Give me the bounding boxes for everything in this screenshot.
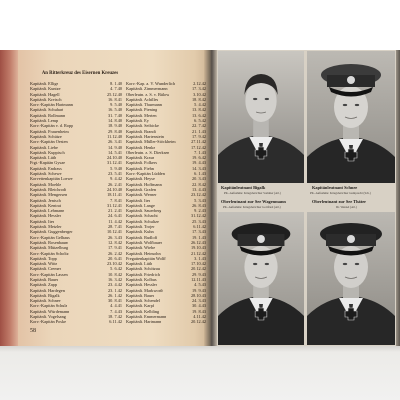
entry-date: 5. 9.40 bbox=[110, 165, 122, 171]
entry-date: 5. 6.42 bbox=[110, 266, 122, 272]
entry-name: Kapitänlt. Witte bbox=[30, 261, 58, 267]
entry-date: 26. 1.42 bbox=[108, 292, 122, 298]
photo-2-credit: PK.-Aufnahme: Kriegsberichter Gumprecht (Sch.) bbox=[310, 191, 371, 195]
entry-date: 17. 9.41 bbox=[108, 245, 122, 251]
entry-date: 4. 4.41 bbox=[110, 303, 122, 309]
eye-right bbox=[355, 263, 359, 265]
list-column-right bbox=[126, 81, 206, 325]
entry-date: 9. 4.42 bbox=[110, 176, 122, 182]
entry-date: 7. 8.41 bbox=[110, 197, 122, 203]
list-column-left bbox=[30, 81, 122, 325]
entry-date: 22. 8.42 bbox=[192, 181, 206, 187]
entry-name: Kapitänlt. Lüth bbox=[126, 261, 153, 267]
list-entry bbox=[126, 319, 206, 324]
entry-name: Kapitänlt. Würdemann bbox=[30, 308, 70, 314]
photo-2-caption: Kapitänleutnant Schnee bbox=[312, 185, 358, 190]
entry-name: Kapitänlt. Kuntze bbox=[30, 86, 61, 92]
eye-right bbox=[355, 104, 359, 106]
eye-left bbox=[253, 263, 257, 265]
entry-name: Kapitänlt. Kuppisch bbox=[30, 149, 65, 155]
entry-name: Korv.-Kapitän v. d. Ropp bbox=[30, 123, 74, 129]
entry-date: 7. 4.43 bbox=[110, 308, 122, 314]
entry-name: Kapitänlt. Frauenheim bbox=[30, 128, 69, 134]
entry-name: Kapitänlt. Ellige bbox=[30, 81, 59, 86]
entry-name: Korv.-Kap. a. V. Wunderlich bbox=[126, 81, 176, 86]
entry-date: 19. 1.43 bbox=[192, 234, 206, 240]
entry-name: Kapitänlt. Wiebe bbox=[126, 245, 156, 251]
entry-name: Kapitänlt. Kraus bbox=[126, 155, 155, 161]
entry-date: 26. 2.42 bbox=[108, 250, 122, 256]
entry-date: 10.12.41 bbox=[106, 229, 122, 235]
entry-name: Kapitänlt. Rosenbaum bbox=[30, 239, 69, 245]
entry-name: Kapitänlt. Liebe bbox=[30, 144, 58, 150]
entry-name: Kapitänlt. Karpf bbox=[126, 303, 155, 309]
entry-date: 4.11.42 bbox=[193, 314, 206, 320]
entry-date: 17. 9.42 bbox=[192, 133, 206, 139]
entry-date: 3.10.42 bbox=[193, 91, 206, 97]
portrait-2-image bbox=[307, 51, 395, 183]
entry-name: Korv.-Kapitän Hartmann bbox=[30, 102, 73, 108]
entry-name: Kapitänlt. Trojer bbox=[126, 224, 155, 230]
entry-name: Korv.-Kapitän Poske bbox=[30, 319, 66, 325]
entry-name: Kapitänlt. Werner bbox=[126, 192, 157, 198]
entry-date: 12. 8.42 bbox=[108, 239, 122, 245]
entry-date: 26. 8.43 bbox=[192, 202, 206, 208]
portrait-photo-2 bbox=[307, 51, 395, 183]
entry-name: Kapitänlt. Schendel bbox=[126, 298, 160, 304]
entry-name: Kapitänlt. Schütze bbox=[30, 133, 62, 139]
entry-name: Kapitänlt. Wolfbauer bbox=[126, 239, 163, 245]
entry-name: Kapitänlt. Lange bbox=[126, 202, 155, 208]
eye-left bbox=[343, 104, 347, 106]
photo-3-credit: PK.-Aufnahme: Kriegsberichter Gottfried (Atl.) bbox=[223, 205, 281, 209]
entry-name: Kapitänlt. Henke bbox=[126, 144, 156, 150]
page-number: 58 bbox=[30, 328, 36, 334]
entry-date: 24.10.40 bbox=[106, 155, 122, 161]
entry-name: Kapitänlt. Schuhart bbox=[30, 107, 64, 113]
entry-name: Kapitänlt. Rudloff bbox=[126, 234, 158, 240]
entry-date: 7. 1.43 bbox=[194, 149, 206, 155]
entry-date: 26. 3.41 bbox=[108, 139, 122, 145]
entry-name: Korv.-Kapitän Lüdden bbox=[126, 171, 165, 177]
entry-name: Kapitänlt. Endrass bbox=[30, 165, 62, 171]
entry-name: Kapitänlt. Schnee bbox=[30, 298, 61, 304]
eye-right bbox=[265, 263, 269, 265]
entry-name: Korv.-Kapitän Scholtz bbox=[30, 250, 69, 256]
entry-date: 20. 3.43 bbox=[192, 176, 206, 182]
entry-name: Kapitänlt. Kreisch bbox=[30, 96, 62, 102]
entry-date: 18. 8.42 bbox=[192, 96, 206, 102]
entry-name: Kapitänlt. Heinsohn bbox=[126, 250, 161, 256]
entry-date: 4. 7.40 bbox=[110, 86, 122, 92]
entry-date: 14. 9.40 bbox=[108, 144, 122, 150]
photo-3-caption: Oberleutnant zur See Wagenmann bbox=[221, 199, 286, 204]
entry-date: 26. 3.43 bbox=[108, 234, 122, 240]
entry-name: Kapitänlt. Ey bbox=[126, 118, 149, 124]
entry-name: Oberleutn. z. S. Dierksen bbox=[126, 149, 170, 155]
eye-left bbox=[343, 263, 347, 265]
entry-date: 10. 8.42 bbox=[108, 271, 122, 277]
portrait-1-image bbox=[218, 51, 304, 183]
entry-name: Fregattenkapitän Wolff bbox=[126, 255, 166, 261]
entry-name: Kapitänlt. Schacht bbox=[126, 213, 158, 219]
entry-name: Kapitänlt. Lüth bbox=[30, 155, 57, 161]
entry-date: 19. 4.43 bbox=[192, 160, 206, 166]
list-entry bbox=[30, 319, 122, 324]
entry-date: 6. 5.42 bbox=[194, 118, 206, 124]
right-page-edge bbox=[396, 50, 400, 346]
entry-name: Frgt.-Kapitän Gysae bbox=[30, 160, 66, 166]
entry-date: 28. 7.41 bbox=[108, 224, 122, 230]
entry-name: Kapitänlt. Rollmann bbox=[30, 112, 66, 118]
entry-name: Kapitänlt. Bauer bbox=[30, 276, 59, 282]
entry-date: 23.10.42 bbox=[106, 261, 122, 267]
entry-date: 23.12.42 bbox=[190, 192, 206, 198]
entry-date: 25. 3.43 bbox=[192, 218, 206, 224]
entry-name: Kapitänlt. Bigalk bbox=[30, 292, 60, 298]
portrait-photo-4 bbox=[307, 212, 395, 345]
photo-4-credit: Dr. Wenzel (Atl.) bbox=[336, 205, 357, 209]
entry-date: 29. 9.43 bbox=[192, 271, 206, 277]
entry-date: 16. 5.40 bbox=[108, 107, 122, 113]
entry-date: 18. 9.40 bbox=[108, 123, 122, 129]
entry-name: Kapitänlt. Bleichrodt bbox=[30, 186, 67, 192]
portrait-photo-3 bbox=[218, 212, 304, 345]
entry-name: Kapitänlt. Topp bbox=[30, 255, 57, 261]
scan-background-bottom bbox=[0, 346, 400, 400]
cap-badge-icon bbox=[347, 76, 355, 84]
entry-date: 5. 3.43 bbox=[194, 197, 206, 203]
entry-date: 17. 3.43 bbox=[192, 229, 206, 235]
entry-name: Kapitänlt. Hessler bbox=[126, 282, 158, 288]
entry-date: 16. 8.41 bbox=[108, 96, 122, 102]
eye-left bbox=[253, 98, 257, 100]
entry-name: Kapitänlt. Kolbus bbox=[126, 276, 157, 282]
entry-date: 14. 8.40 bbox=[108, 118, 122, 124]
entry-date: 13. 4.43 bbox=[192, 186, 206, 192]
entry-name: Kapitänlt. Sauerberg bbox=[126, 208, 162, 214]
entry-date: 27.11.42 bbox=[191, 139, 206, 145]
entry-name: Kapitänlt. Mützelburg bbox=[30, 245, 69, 251]
entry-date: 31.12.41 bbox=[106, 202, 122, 208]
entry-date: 17. 3.42 bbox=[192, 86, 206, 92]
entry-name: Kapitänlt. Zimmermann bbox=[126, 86, 168, 92]
entry-name: Kapitänlt. Grafen bbox=[126, 186, 157, 192]
entry-date: 21. 2.41 bbox=[108, 208, 122, 214]
entry-date: 13. 6.42 bbox=[192, 112, 206, 118]
entry-name: Kapitänlt. Mengersen bbox=[30, 192, 68, 198]
entry-name: Kapitänlt. Kentrat bbox=[30, 202, 62, 208]
entry-name: Kapitänlt. Lemp bbox=[30, 118, 59, 124]
photo-4-caption: Oberleutnant zur See Thäter bbox=[312, 199, 367, 204]
entry-date: 8. 1.40 bbox=[110, 81, 122, 86]
entry-date: 6. 1.43 bbox=[194, 171, 206, 177]
entry-date: 5. 4.42 bbox=[194, 102, 206, 108]
entry-date: 6.11.42 bbox=[193, 224, 206, 230]
entry-name: Kapitänlt. Heyse bbox=[126, 176, 155, 182]
entry-name: Oberleutn. z. S. v. Bülow bbox=[126, 91, 170, 97]
entry-date: 13. 8.42 bbox=[192, 107, 206, 113]
entry-date: 31.12.42 bbox=[190, 213, 206, 219]
entry-date: 31.12.41 bbox=[106, 160, 122, 166]
entry-date: 20.12.42 bbox=[190, 319, 206, 325]
entry-name: Kapitänlt. Friedrich bbox=[126, 271, 160, 277]
entry-name: Kapitänlt. Seibicke bbox=[126, 123, 159, 129]
portrait-photo-1 bbox=[218, 51, 304, 183]
entry-date: 24. 3.43 bbox=[192, 298, 206, 304]
entry-date: 18. 7.42 bbox=[108, 314, 122, 320]
entry-name: Kapitänlt. Guggenberger bbox=[30, 229, 73, 235]
entry-name: Kapitänlt. Hartmann bbox=[126, 319, 162, 325]
entry-date: 24.10.40 bbox=[106, 186, 122, 192]
entry-date: 26. 2.41 bbox=[108, 181, 122, 187]
entry-name: Kapitänlt. Merten bbox=[126, 112, 157, 118]
entry-name: Kapitänlt. Moehle bbox=[30, 181, 62, 187]
photo-1-credit: PK.-Aufnahme: Kriegsberichter Sommer (Atl.) bbox=[224, 191, 281, 195]
entry-name: Kapitänlt. Hartenstein bbox=[126, 133, 164, 139]
scan-background-top bbox=[0, 0, 400, 50]
entry-name: Kapitänlt. Hessler bbox=[30, 213, 62, 219]
entry-date: 12.11.43 bbox=[191, 276, 206, 282]
entry-date: 14. 3.43 bbox=[192, 165, 206, 171]
entry-date: 11.12.40 bbox=[107, 133, 122, 139]
list-heading: An Ritterkreuz des Eisernen Kreuzes bbox=[41, 71, 119, 76]
entry-date: 16. 3.42 bbox=[108, 276, 122, 282]
entry-date: 9. 2.43 bbox=[194, 208, 206, 214]
entry-date: 19.10.43 bbox=[190, 245, 206, 251]
entry-name: Kapitänlt. Ites bbox=[30, 218, 55, 224]
entry-date: 23. 5.41 bbox=[108, 171, 122, 177]
entry-date: 2.12.42 bbox=[193, 81, 206, 86]
entry-name: Kapitänlt. Lehmann bbox=[30, 208, 65, 214]
entry-name: Korv.-Kapitän Oesten bbox=[30, 139, 68, 145]
entry-name: Korv.-Kapitän Schulz bbox=[30, 303, 68, 309]
cap-badge-icon bbox=[257, 235, 265, 243]
entry-date: 20. 6.41 bbox=[108, 255, 122, 261]
entry-date: 25.12.40 bbox=[106, 91, 122, 97]
entry-date: 31. 7.40 bbox=[108, 112, 122, 118]
entry-name: Korv.-Kapitän Lassen bbox=[30, 271, 68, 277]
photo-1-caption: Kapitänleutnant Bigalk bbox=[221, 185, 266, 190]
entry-name: Kapitänlt. Ites bbox=[126, 197, 151, 203]
entry-name: Kapitänlt. Emmermann bbox=[126, 314, 167, 320]
entry-date: 22. 7.42 bbox=[192, 123, 206, 129]
entry-name: Kapitänlt. Zapp bbox=[30, 282, 57, 288]
entry-date: 21. 1.43 bbox=[192, 128, 206, 134]
entry-name: Kapitänlt. Thurmann bbox=[126, 102, 162, 108]
entry-date: 11. 4.42 bbox=[108, 218, 122, 224]
entry-name: Kapitänlt. Folkers bbox=[126, 160, 158, 166]
entry-name: Korvettenkapitän Loewe bbox=[30, 176, 73, 182]
entry-date: 17.12.42 bbox=[190, 144, 206, 150]
entry-date: 6.11.42 bbox=[109, 319, 122, 325]
entry-date: 17.10.42 bbox=[190, 261, 206, 267]
entry-name: Kapitänlt. Brandi bbox=[126, 128, 156, 134]
entry-name: Kapitänlt. Hoffmann bbox=[126, 181, 162, 187]
entry-date: 3. 1.43 bbox=[194, 255, 206, 261]
entry-name: Korv.-Kapitän Gelhaus bbox=[30, 234, 70, 240]
entry-date: 20.12.42 bbox=[190, 266, 206, 272]
entry-date: 19. 8.43 bbox=[192, 308, 206, 314]
eye-right bbox=[265, 98, 269, 100]
entry-date: 28.10.43 bbox=[190, 292, 206, 298]
entry-date: 9. 5.40 bbox=[110, 102, 122, 108]
entry-name: Kapitänlt. Vogelsang bbox=[30, 314, 66, 320]
entry-date: 21.12.42 bbox=[190, 250, 206, 256]
entry-name: Kapitänlt. Hardegen bbox=[30, 287, 65, 293]
entry-name: Kapitänlt. Hagell bbox=[30, 91, 60, 97]
entry-name: Kapitänlt. Kelbling bbox=[126, 308, 160, 314]
entry-name: Kapitänlt. Kuhn bbox=[126, 229, 154, 235]
portrait-3-image bbox=[218, 212, 304, 345]
entry-date: 24. 6.41 bbox=[108, 213, 122, 219]
entry-name: Kapitänlt. Schötzau bbox=[126, 266, 160, 272]
cap-badge-icon bbox=[347, 235, 355, 243]
entry-date: 30. 8.41 bbox=[108, 298, 122, 304]
entry-name: Kapitänlt. Müller-Stöckheim bbox=[126, 139, 176, 145]
entry-name: Kapitänlt. Metzler bbox=[30, 224, 62, 230]
entry-name: Kapitänlt. Cremer bbox=[30, 266, 62, 272]
entry-date: 14. 5.41 bbox=[108, 149, 122, 155]
entry-date: 23. 1.42 bbox=[108, 287, 122, 293]
entry-name: Kapitänlt. Schultze bbox=[126, 218, 159, 224]
entry-date: 29. 8.40 bbox=[108, 128, 122, 134]
entry-date: 4. 5.43 bbox=[194, 282, 206, 288]
entry-name: Kapitänlt. Markworth bbox=[126, 287, 164, 293]
entry-name: Kapitänlt. Schewe bbox=[30, 171, 62, 177]
entry-name: Kapitänlt. Bauer bbox=[126, 292, 155, 298]
entry-name: Kapitänlt. Achilles bbox=[126, 96, 159, 102]
entry-date: 30. 4.43 bbox=[192, 303, 206, 309]
entry-name: Kapitänlt. Fiehn bbox=[126, 165, 154, 171]
entry-date: 19. 9.43 bbox=[192, 287, 206, 293]
entry-date: 26.12.43 bbox=[190, 239, 206, 245]
portrait-4-image bbox=[307, 212, 395, 345]
entry-date: 18.11.41 bbox=[107, 192, 122, 198]
entry-name: Kapitänlt. Jenisch bbox=[30, 197, 61, 203]
entry-date: 23. 4.42 bbox=[108, 282, 122, 288]
entry-date: 19. 6.42 bbox=[192, 155, 206, 161]
entry-name: Kapitänlt. Piening bbox=[126, 107, 158, 113]
